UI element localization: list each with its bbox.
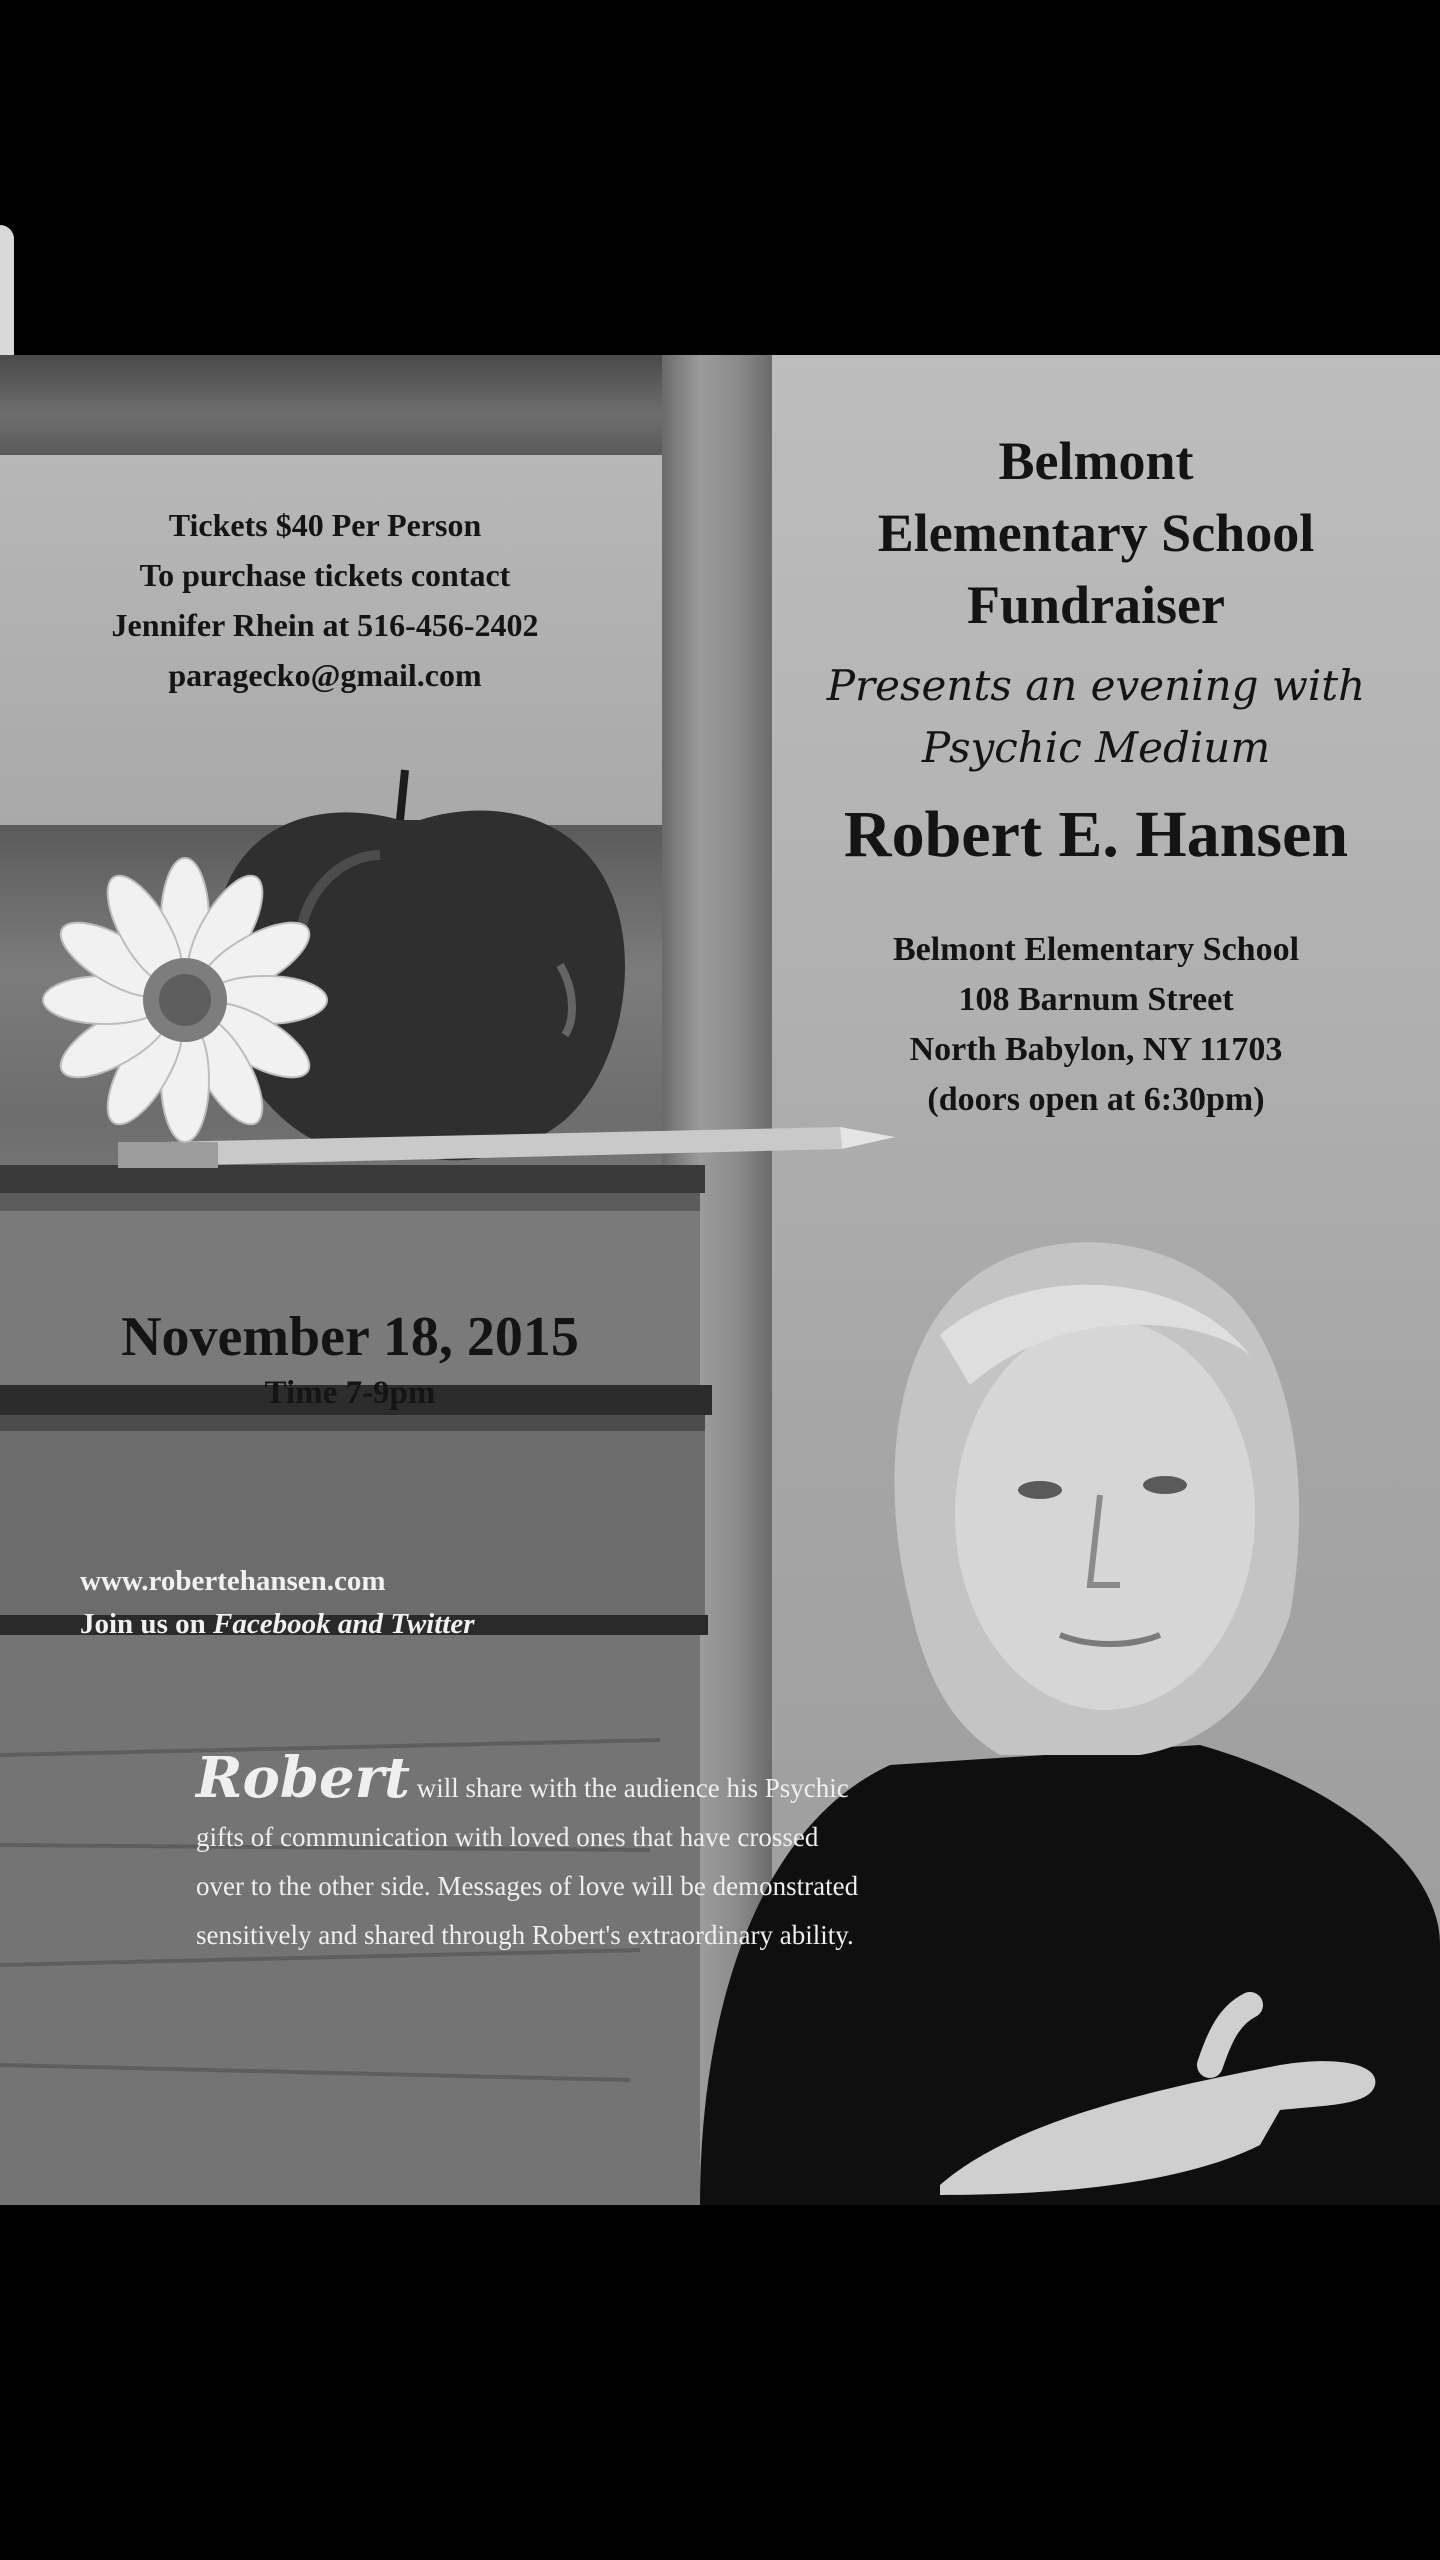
description-line1: will share with the audience his Psychic bbox=[410, 1773, 849, 1803]
shelf-board-top bbox=[0, 355, 662, 455]
description-line3: over to the other side. Messages of love will be demonstrated bbox=[196, 1871, 859, 1901]
flyer-title-line2: Elementary School bbox=[877, 503, 1315, 563]
venue-street: 108 Barnum Street bbox=[958, 981, 1234, 1018]
social-platforms[interactable]: Facebook and Twitter bbox=[212, 1608, 475, 1640]
presents-line: Presents an evening with bbox=[826, 661, 1366, 710]
description-line4: sensitively and shared through Robert's extraordinary ability. bbox=[196, 1920, 854, 1950]
performer-name: Robert E. Hansen bbox=[843, 798, 1349, 871]
event-time: Time 7-9pm bbox=[264, 1375, 436, 1411]
website-link[interactable]: www.robertehansen.com bbox=[80, 1565, 386, 1597]
doors-open-time: (doors open at 6:30pm) bbox=[927, 1081, 1265, 1118]
ticket-purchase-info: To purchase tickets contact bbox=[139, 557, 511, 593]
ticket-contact: Jennifer Rhein at 516-456-2402 bbox=[111, 607, 539, 643]
ticket-email[interactable]: paragecko@gmail.com bbox=[168, 657, 482, 693]
flyer-title-line1: Belmont bbox=[998, 431, 1194, 491]
venue-name: Belmont Elementary School bbox=[892, 931, 1300, 968]
social-prefix: Join us on bbox=[80, 1608, 213, 1640]
fundraiser-flyer bbox=[0, 355, 1440, 2205]
performer-portrait-icon bbox=[640, 1185, 1440, 2205]
event-date: November 18, 2015 bbox=[121, 1306, 579, 1368]
venue-city: North Babylon, NY 11703 bbox=[909, 1031, 1283, 1068]
ticket-price: Tickets $40 Per Person bbox=[168, 507, 482, 543]
flyer-title-line3: Fundraiser bbox=[966, 575, 1225, 635]
psychic-medium-line: Psychic Medium bbox=[921, 723, 1271, 772]
description-line2: gifts of communication with loved ones that have crossed bbox=[196, 1822, 819, 1852]
description-lead: Robert bbox=[196, 1745, 411, 1811]
social-line bbox=[80, 1603, 475, 1645]
description-block bbox=[196, 1745, 1008, 1960]
